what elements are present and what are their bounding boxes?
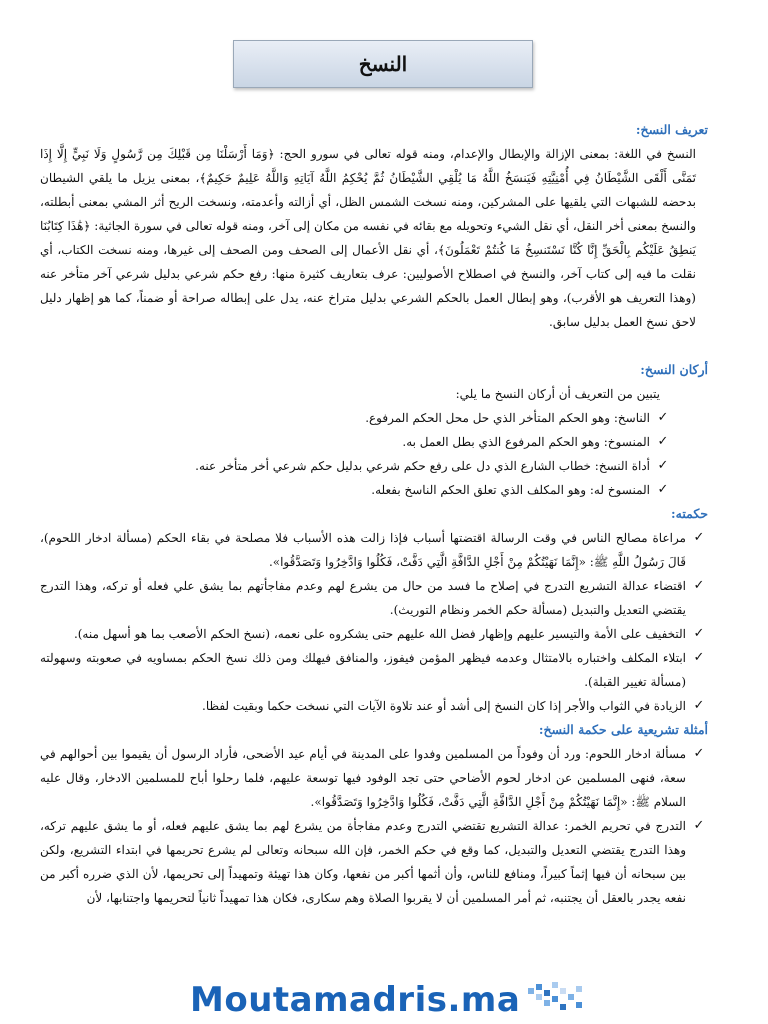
list-item: ✓ مراعاة مصالح الناس في وقت الرسالة اقتضتها أسباب فإذا زالت هذه الأسباب فلا مصلحة في بقاء الحكم (مسألة ادخار اللحوم)، قَالَ رَسُولُ اللَّهِ ﷺ: «إِنَّمَا نَهَيْتُكُمْ مِنْ أَجْلِ الدَّافَّةِ الَّتِي دَفَّتْ، فَكُلُوا وَادَّخِرُوا وَتَصَدَّقُوا». bbox=[40, 526, 708, 574]
logo-wordmark: Moutamadris.ma bbox=[190, 980, 521, 1020]
list-item: ✓ التدرج في تحريم الخمر: عدالة التشريع تقتضي التدرج وعدم مفاجأة من يشرع لهم بما يشق عليهم فعله، أو ما يشق عليهم تركه، وهذا التدرج يقتضي التعديل والتبديل، كما وقع في حكم الخمر، فإن الله سبحانه وتعالى لم يشرع تحريمها في ابتداء التشريع، ولكن بين سبحانه أن فيها إثماً كبيراً، ومنافع للناس، وأن أثمها أكبر من نفعها، وكان هذا تهيئة وتمهيداً إلى تحريمها، لأن الذي ضرره أكبر من نفعه يجدر بالعقل أن يجتنبه، ثم أمر المسلمين أن لا يقربوا الصلاة وهم سكارى، فكان هذا تمهيداً ثانياً لتحريمها واجتنابها، لأن bbox=[40, 814, 708, 910]
list-item: ✓ أداة النسخ: خطاب الشارع الذي دل على رفع حكم شرعي بدليل حكم شرعي أخر متأخر عنه. bbox=[40, 454, 672, 478]
wisdom-heading: حكمته: bbox=[671, 506, 708, 521]
checkmark-icon: ✓ bbox=[693, 626, 705, 641]
examples-list bbox=[40, 742, 708, 910]
checkmark-icon: ✓ bbox=[693, 650, 705, 665]
list-item: ✓ اقتضاء عدالة التشريع التدرج في إصلاح ما فسد من حال من يشرع لهم وعدم مفاجأتهم بما يشق علي فعله أو تركه، وهذا التدرج يقتضي التعديل والتبديل (مسألة حكم الخمر ونظام التوريث). bbox=[40, 574, 708, 622]
checkmark-icon: ✓ bbox=[657, 482, 669, 497]
pillars-intro: يتبين من التعريف أن أركان النسخ ما يلي: bbox=[455, 387, 660, 401]
definition-heading: تعريف النسخ: bbox=[635, 122, 708, 137]
examples-heading: أمثلة تشريعية على حكمة النسخ: bbox=[538, 722, 708, 737]
checkmark-icon: ✓ bbox=[657, 410, 669, 425]
checkmark-icon: ✓ bbox=[693, 578, 705, 593]
checkmark-icon: ✓ bbox=[657, 458, 669, 473]
list-item: ✓ المنسوخ له: وهو المكلف الذي تعلق الحكم الناسخ بفعله. bbox=[40, 478, 672, 502]
checkmark-icon: ✓ bbox=[657, 434, 669, 449]
checkmark-icon: ✓ bbox=[693, 530, 705, 545]
list-item: ✓ المنسوخ: وهو الحكم المرفوع الذي بطل العمل به. bbox=[40, 430, 672, 454]
page-title-box bbox=[233, 40, 533, 88]
list-item: ✓ ابتلاء المكلف واختباره بالامتثال وعدمه فيظهر المؤمن فيفوز، والمنافق فيهلك ومن ذلك نسخ الحكم بمساويه في صعوبته وسهولته (مسألة تغيير القبلة). bbox=[40, 646, 708, 694]
list-item: ✓ التخفيف على الأمة والتيسير عليهم وإظهار فضل الله عليهم حتى يشكروه على نعمه، (نسخ الحكم الأصعب بما هو أسهل منه). bbox=[40, 622, 708, 646]
pillars-list bbox=[40, 406, 708, 502]
document-body bbox=[40, 118, 708, 968]
list-item: ✓ مسألة ادخار اللحوم: ورد أن وفوداً من المسلمين وفدوا على المدينة في أيام عيد الأضحى، فأراد الرسول أن يقيموا بين أحوالهم في سعة، فنهى المسلمين عن ادخار لحوم الأضاحي حتى تجد الوفود فيها توسعة عليهم، فلما رحلوا أباح للمسلمين الادخار، وقال عليه السلام ﷺ: «إِنَّمَا نَهَيْتُكُمْ مِنْ أَجْلِ الدَّافَّةِ الَّتِي دَفَّتْ، فَكُلُوا وَادَّخِرُوا وَتَصَدَّقُوا». bbox=[40, 742, 708, 814]
list-item: ✓ الناسخ: وهو الحكم المتأخر الذي حل محل الحكم المرفوع. bbox=[40, 406, 672, 430]
wisdom-list bbox=[40, 526, 708, 718]
checkmark-icon: ✓ bbox=[693, 746, 705, 761]
pixel-mosaic-icon bbox=[526, 980, 586, 1020]
definition-paragraph: النسخ في اللغة: بمعنى الإزالة والإبطال والإعدام، ومنه قوله تعالى في سورو الحج: ﴿وَمَا أَرْسَلْنَا مِن قَبْلِكَ مِن رَّسُولٍ وَلَا نَبِيٍّ إِلَّا إِذَا تَمَنَّى أَلْقَى الشَّيْطَانُ فِي أُمْنِيَّتِهِ فَيَنسَخُ اللَّهُ مَا يُلْقِي الشَّيْطَانُ ثُمَّ يُحْكِمُ اللَّهُ آيَاتِهِ وَاللَّهُ عَلِيمٌ حَكِيمٌ﴾، بمعنى يزيل ما يلقي الشيطان بدحضه للشبهات التي يلقيها على المشركين، ومنه نسخت الشمس الظل، أي أزالته وأعدمته، ونسخت الريح أثر المشي بمعنى أبطلته، والنسخ بمعنى أخر النقل، أي نقل الشيء وتحويله مع بقائه في نفسه من مكان إلى آخر، ومنه قوله تعالى في سورة الجاثية: ﴿هَٰذَا كِتَابُنَا يَنطِقُ عَلَيْكُم بِالْحَقِّ إِنَّا كُنَّا نَسْتَنسِخُ مَا كُنتُمْ تَعْمَلُونَ﴾، أي نقل الأعمال إلى الصحف ومن الصحف إلى غيرها، ومنه نسخت الكتاب، أي نقلت ما فيه إلى كتاب آخر، والنسخ في اصطلاح الأصوليين: عرف بتعاريف كثيرة منها: رفع حكم شرعي بدليل شرعي آخر متأخر عنه (وهذا التعريف هو الأقرب)، وهو إبطال العمل بالحكم الشرعي بدليل متراخ عنه، يدل على إبطاله صراحة أو ضمناً، كما هو إظهار دليل لاحق نسخ العمل بدليل سابق. bbox=[40, 147, 697, 329]
pillars-heading: أركان النسخ: bbox=[640, 362, 708, 377]
checkmark-icon: ✓ bbox=[693, 818, 705, 833]
checkmark-icon: ✓ bbox=[693, 698, 705, 713]
site-logo bbox=[190, 980, 590, 1020]
list-item: ✓ الزيادة في الثواب والأجر إذا كان النسخ إلى أشد أو عند تلاوة الآيات التي نسخت حكما وبقيت لفظا. bbox=[40, 694, 708, 718]
page-title: النسخ bbox=[358, 52, 408, 76]
